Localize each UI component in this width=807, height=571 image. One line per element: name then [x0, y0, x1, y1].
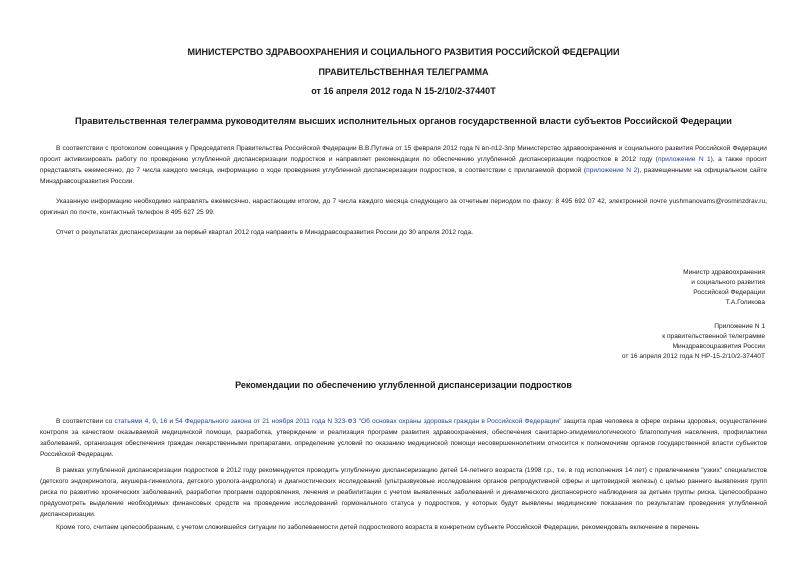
paragraph-3-text: Отчет о результатах диспансеризации за первый квартал 2012 года направить в Минздравсоцразвития России до 30 апреля 2012 года. — [56, 229, 473, 236]
appendix-2-link[interactable]: приложение N 2 — [586, 167, 638, 174]
recommendations-title: Рекомендации по обеспечению углубленной диспансеризации подростков — [235, 380, 572, 390]
signature-name: Т.А.Голикова — [725, 299, 765, 306]
paragraph-5-text: В рамках углубленной диспансеризации подростков в 2012 году рекомендуется проводить углубленную диспансеризацию детей 14-летнего возраста (1998 г.р., т.е. в год исполнения 14 лет) с привлечением "узких" специалистов (детского эндокринолога, акушера-гинеколога, детского уролога-андролога) и диагностических исследований (ультразвуковые исследования органов репродуктивной сферы и щитовидной железы) с целью раннего выявления групп риска по развитию хронических заболеваний, разработки программ оздоровления, лечения и реабилитации с учетом выявленных заболеваний и динамического диспансерного наблюдения за детьми группы риска. Целесообразно предусмотреть выделение необходимых финансовых средств на проведение исследований гормонального статуса у подростков, у которых будут выявлены медицинские показания по результатам проведения углубленной диспансеризации. — [40, 467, 767, 518]
paragraph-4 — [40, 416, 767, 460]
paragraph-6 — [40, 522, 767, 533]
minister-signature — [683, 268, 765, 308]
paragraph-2-text: Указанную информацию необходимо направлять ежемесячно, нарастающим итогом, до 7 числа каждого месяца следующего за отчетным периодом по факсу: 8 495 692 07 42, электронной почте yushmanovams@rosminzdrav.ru, оригинал по почте, контактный телефон 8 495 627 25 99. — [40, 198, 767, 216]
paragraph-1-text-c: ), размещенными на официальном сайте Минздравсоцразвития России. — [40, 167, 767, 185]
signature-line: Российской Федерации — [693, 289, 765, 296]
article-16-link[interactable]: 16 — [159, 418, 168, 425]
paragraph-3 — [40, 227, 767, 238]
document-type: ПРАВИТЕЛЬСТВЕННАЯ ТЕЛЕГРАММА — [318, 67, 489, 77]
separator: и — [167, 418, 176, 425]
signature-line: и социального развития — [691, 279, 765, 286]
separator: , — [155, 418, 160, 425]
paragraph-1 — [40, 143, 767, 187]
document-title: Правительственная телеграмма руководителям высших исполнительных органов государственной власти субъектов Российской Федерации — [75, 116, 732, 126]
document-date-number: от 16 апреля 2012 года N 15-2/10/2-37440Т — [311, 86, 496, 96]
separator: , — [148, 418, 153, 425]
paragraph-1-text-a: В соответствии с протоколом совещания у Председателя Правительства Российской Федерации В.В.Путина от 15 февраля 2012 года N вп-п12-3пр Министерство здравоохранения и социального развития Российской Федерации просит активизировать работу по проведению углубленной диспансеризации подростков и направляет рекомендации по обеспечению углубленной диспансеризации подростков в 2012 году ( — [40, 145, 767, 163]
appendix-line: Приложение N 1 — [714, 323, 765, 330]
appendix-line: от 16 апреля 2012 года N НР-15-2/10/2-37440Т — [621, 353, 765, 360]
appendix-line: к правительственной телеграмме — [662, 333, 765, 340]
appendix-line: Минздравсоцразвития России — [672, 343, 765, 350]
ministry-name: МИНИСТЕРСТВО ЗДРАВООХРАНЕНИЯ И СОЦИАЛЬНОГО РАЗВИТИЯ РОССИЙСКОЙ ФЕДЕРАЦИИ — [187, 47, 620, 57]
appendix-header — [622, 322, 765, 362]
paragraph-6-text: Кроме того, считаем целесообразным, с учетом сложившейся ситуации по заболеваемости детей подросткового возраста в конкретном субъекте Российской Федерации, рекомендовать включение в перечень — [56, 524, 699, 531]
paragraph-4-text-a: В соответствии со — [56, 418, 115, 425]
signature-line: Министр здравоохранения — [683, 269, 765, 276]
paragraph-2 — [40, 196, 767, 218]
appendix-1-link[interactable]: приложение N 1 — [657, 156, 711, 163]
article-9-link[interactable]: 9 — [152, 418, 156, 425]
paragraph-4-text-b: защита прав человека в сфере охраны здоровья, осуществление контроля за качеством оказываемой медицинской помощи, разработка, утверждение и реализация программ развития здравоохранения, обеспечения санитарно-эпидемиологического благополучия населения, профилактики заболеваний, организация обеспечения граждан лекарственными препаратами, определение условий по оказанию медицинской помощи несовершеннолетним относится к полномочиям органов государственной власти субъектов Российской Федерации. — [40, 418, 767, 458]
paragraph-1-text-b: ), а также просит представлять ежемесячно, до 7 числа каждого месяца, информацию о ходе проведения углубленной диспансеризации подростков, в соответствии с прилагаемой формой ( — [40, 156, 767, 174]
paragraph-5 — [40, 465, 767, 520]
article-4-link[interactable]: статьями 4 — [114, 418, 149, 425]
federal-law-link[interactable]: 54 Федерального закона от 21 ноября 2011 года N 323-ФЗ "Об основах охраны здоровья граждан в Российской Федерации" — [175, 418, 562, 425]
